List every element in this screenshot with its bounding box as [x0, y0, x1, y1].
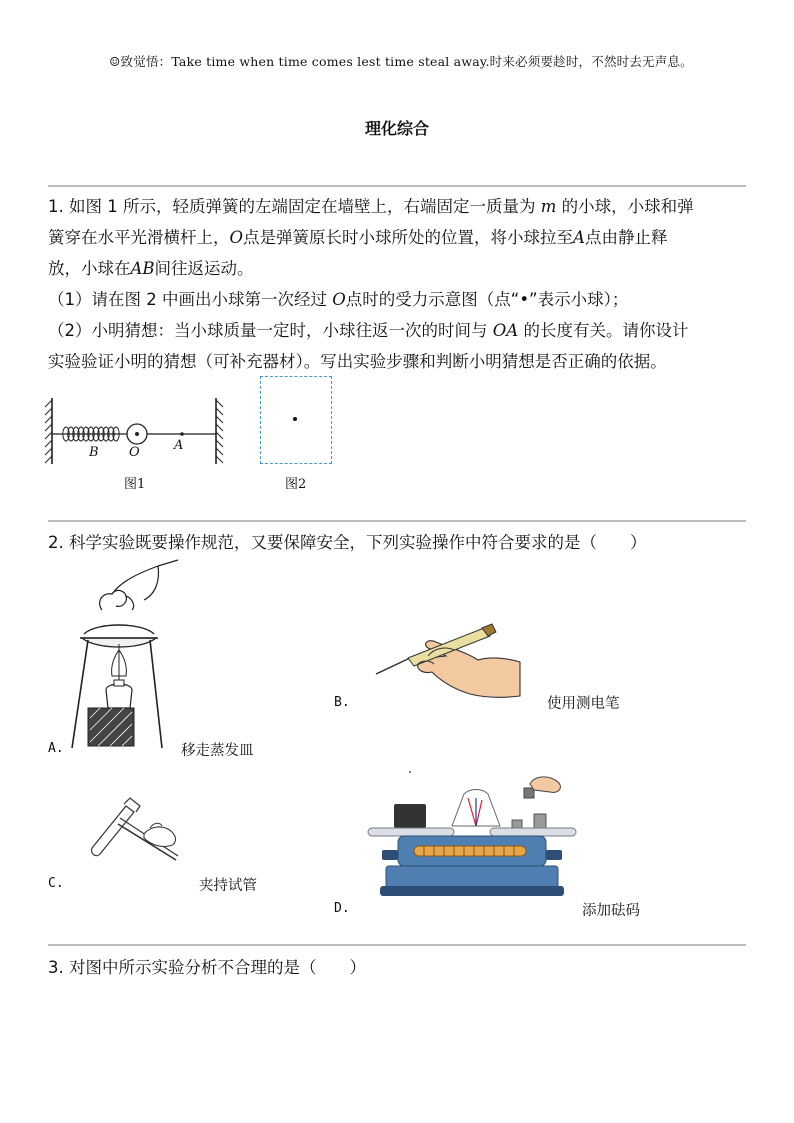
figure-2-caption: 图2: [285, 477, 307, 492]
motto: ☺致觉悟：Take time when time comes lest time steal away.时来必须要趁时，不然时去无声息。: [109, 54, 693, 69]
figure-2-drawing-box[interactable]: [260, 376, 332, 464]
ball-point: [293, 417, 297, 421]
q1-part-1: （1）请在图 2 中画出小球第一次经过 O点时的受力示意图（点“•”表示小球）；: [48, 290, 629, 309]
option-a-text: 移走蒸发皿: [181, 743, 254, 759]
q1-line-1: 1. 如图 1 所示，轻质弹簧的左端固定在墙壁上，右端固定一质量为 m 的小球，小球和弹: [48, 197, 694, 216]
option-d-letter[interactable]: D.: [334, 901, 350, 916]
question-1: [48, 191, 748, 377]
page-title: 理化综合: [364, 119, 429, 138]
q1-part-2: （2）小明猜想：当小球质量一定时，小球往返一次的时间与 OA 的长度有关。请你设计: [48, 321, 689, 340]
divider: [48, 185, 746, 187]
label-a: A: [174, 438, 184, 453]
option-d-text: 添加砝码: [582, 903, 640, 919]
figure-1-spring-diagram: [40, 392, 240, 472]
question-3-stem: 3. 对图中所示实验分析不合理的是（ ）: [48, 958, 366, 977]
evaporating-dish-illustration: [66, 558, 196, 754]
option-b-text: 使用测电笔: [547, 696, 620, 712]
divider: [48, 944, 746, 946]
test-tube-holder-illustration: [88, 796, 184, 868]
option-b-letter[interactable]: B.: [334, 695, 350, 710]
pan-balance-illustration: [364, 770, 580, 906]
q1-line-2: 簧穿在水平光滑横杆上，O点是弹簧原长时小球所处的位置，将小球拉至A点由静止释: [48, 228, 668, 247]
question-2-stem: 2. 科学实验既要操作规范，又要保障安全，下列实验操作中符合要求的是（ ）: [48, 533, 647, 552]
test-pen-illustration: [374, 620, 530, 702]
option-a-letter[interactable]: A.: [48, 741, 64, 756]
divider: [48, 520, 746, 522]
label-o: O: [129, 445, 140, 460]
q1-line-3: 放，小球在AB间往返运动。: [48, 259, 254, 278]
option-c-letter[interactable]: C.: [48, 876, 64, 891]
figure-1-caption: 图1: [124, 477, 146, 492]
label-b: B: [89, 445, 99, 460]
q1-part-2-cont: 实验验证小明的猜想（可补充器材）。写出实验步骤和判断小明猜想是否正确的依据。: [48, 352, 667, 371]
option-c-text: 夹持试管: [199, 878, 257, 894]
